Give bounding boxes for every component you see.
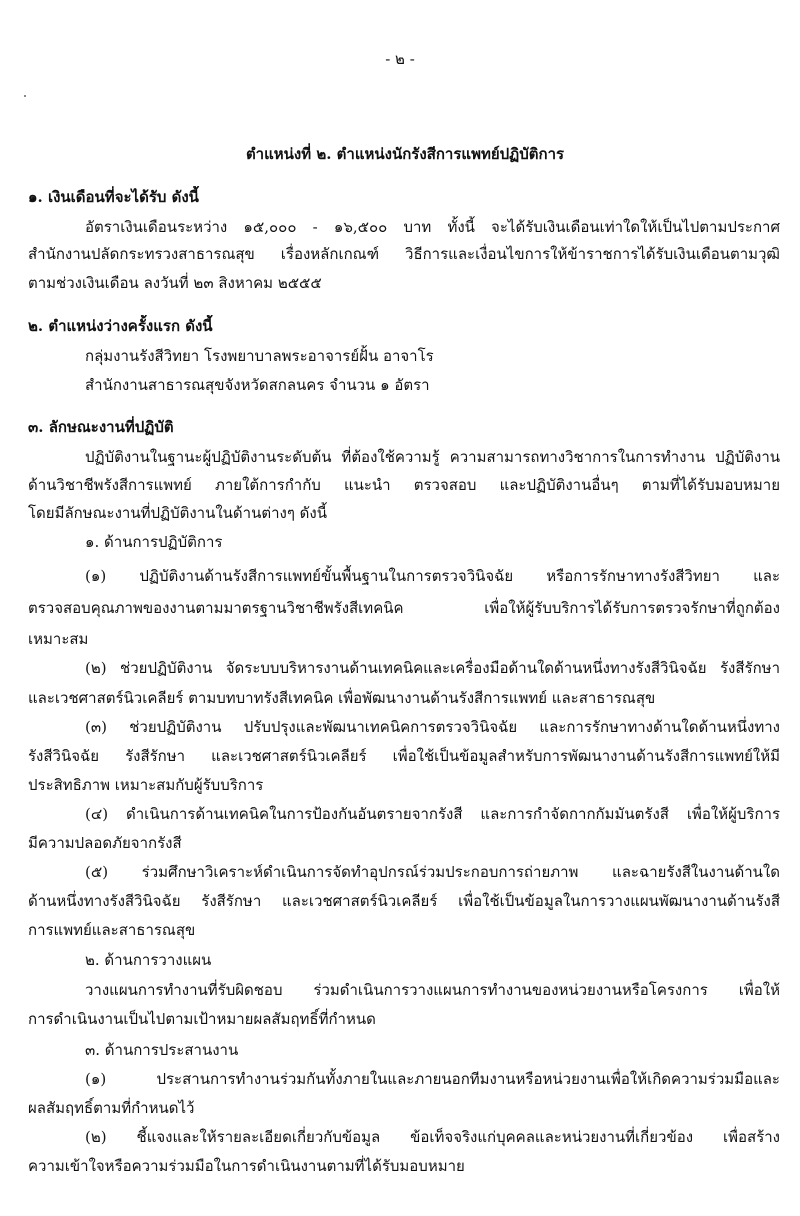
document-title: ตำแหน่งที่ ๒. ตำแหน่งนักรังสีการแพทย์ปฏิบัติการ bbox=[245, 145, 565, 163]
list-item-line: (๑) ประสานการทำงานร่วมกันทั้งภายในและภายนอกทีมงานหรือหน่วยงานเพื่อให้เกิดความร่วมมือและ bbox=[85, 1070, 780, 1088]
list-item-line: (๕) ร่วมศึกษาวิเคราะห์ดำเนินการจัดทำอุปกรณ์ร่วมประกอบการถ่ายภาพ และฉายรังสีในงานด้านใด bbox=[85, 863, 780, 881]
section-text-line: โดยมีลักษณะงานที่ปฏิบัติงานในด้านต่างๆ ดังนี้ bbox=[28, 504, 327, 522]
section-text-line: สำนักงานปลัดกระทรวงสาธารณสุข เรื่องหลักเกณฑ์ วิธีการและเงื่อนไขการให้ข้าราชการได้รับเงินเดือนตามวุฒิ bbox=[28, 245, 780, 263]
list-item-line: ด้านหนึ่งทางรังสีวินิจฉัย รังสีรักษา และเวชศาสตร์นิวเคลียร์ เพื่อใช้เป็นข้อมูลในการวางแผนพัฒนางานด้านรังสี bbox=[28, 892, 780, 910]
list-item-line: มีความปลอดภัยจากรังสี bbox=[28, 834, 182, 852]
list-item-line: (๔) ดำเนินการด้านเทคนิคในการป้องกันอันตรายจากรังสี และการกำจัดกากกัมมันตรังสี เพื่อให้ผู้บริการ bbox=[85, 805, 780, 823]
margin-mark bbox=[24, 95, 26, 97]
section-text-line: ตามช่วงเงินเดือน ลงวันที่ ๒๓ สิงหาคม ๒๕๕๕ bbox=[28, 274, 322, 292]
page-number: - ๒ - bbox=[385, 50, 415, 68]
subsection-heading-planning: ๒. ด้านการวางแผน bbox=[85, 951, 212, 969]
list-item-line: และเวชศาสตร์นิวเคลียร์ ตามบทบาทรังสีเทคนิค เพื่อพัฒนางานด้านรังสีการแพทย์ และสาธารณสุข bbox=[28, 689, 656, 707]
list-item-line: ความเข้าใจหรือความร่วมมือในการดำเนินงานตามที่ได้รับมอบหมาย bbox=[28, 1157, 465, 1175]
list-item-line: การแพทย์และสาธารณสุข bbox=[28, 921, 196, 939]
section-text-line: อัตราเงินเดือนระหว่าง ๑๕,๐๐๐ - ๑๖,๕๐๐ บาท ทั้งนี้ จะได้รับเงินเดือนเท่าใดให้เป็นไปตามประกาศ bbox=[85, 218, 780, 236]
list-item-line: (๑) ปฏิบัติงานด้านรังสีการแพทย์ขั้นพื้นฐานในการตรวจวินิจฉัย หรือการรักษาทางรังสีวิทยา และ bbox=[85, 567, 780, 585]
section-text-line: สำนักงานสาธารณสุขจังหวัดสกลนคร จำนวน ๑ อัตรา bbox=[85, 376, 430, 394]
list-item-line: ตรวจสอบคุณภาพของงานตามมาตรฐานวิชาชีพรังสีเทคนิค เพื่อให้ผู้รับบริการได้รับการตรวจรักษาที่ถูกต้อง bbox=[28, 599, 780, 617]
section-text-line: ปฏิบัติงานในฐานะผู้ปฏิบัติงานระดับต้น ที่ต้องใช้ความรู้ ความสามารถทางวิชาการในการทำงาน ปฏิบัติงาน bbox=[85, 448, 780, 466]
section-heading-duties: ๓. ลักษณะงานที่ปฏิบัติ bbox=[28, 418, 174, 436]
section-text-line: ด้านวิชาชีพรังสีการแพทย์ ภายใต้การกำกับ แนะนำ ตรวจสอบ และปฏิบัติงานอื่นๆ ตามที่ได้รับมอบหมาย bbox=[28, 476, 780, 494]
list-item-line: เหมาะสม bbox=[28, 630, 89, 648]
list-item-line: (๒) ชี้แจงและให้รายละเอียดเกี่ยวกับข้อมูล ข้อเท็จจริงแก่บุคคลและหน่วยงานที่เกี่ยวข้อง เพื่อสร้าง bbox=[85, 1128, 780, 1146]
section-text-line: กลุ่มงานรังสีวิทยา โรงพยาบาลพระอาจารย์ฝั้น อาจาโร bbox=[85, 347, 434, 365]
list-item-line: รังสีวินิจฉัย รังสีรักษา และเวชศาสตร์นิวเคลียร์ เพื่อใช้เป็นข้อมูลสำหรับการพัฒนางานด้านรังสีการแพทย์ให้มี bbox=[28, 747, 780, 765]
section-text-line: การดำเนินงานเป็นไปตามเป้าหมายผลสัมฤทธิ์ที่กำหนด bbox=[28, 1010, 376, 1028]
list-item-line: ประสิทธิภาพ เหมาะสมกับผู้รับบริการ bbox=[28, 776, 264, 794]
subsection-heading-operations: ๑. ด้านการปฏิบัติการ bbox=[85, 533, 223, 551]
section-heading-vacancy: ๒. ตำแหน่งว่างครั้งแรก ดังนี้ bbox=[28, 317, 213, 335]
list-item-line: ผลสัมฤทธิ์ตามที่กำหนดไว้ bbox=[28, 1099, 195, 1117]
section-text-line: วางแผนการทำงานที่รับผิดชอบ ร่วมดำเนินการวางแผนการทำงานของหน่วยงานหรือโครงการ เพื่อให้ bbox=[85, 981, 780, 999]
subsection-heading-coordination: ๓. ด้านการประสานงาน bbox=[85, 1041, 239, 1059]
list-item-line: (๒) ช่วยปฏิบัติงาน จัดระบบบริหารงานด้านเทคนิคและเครื่องมือด้านใดด้านหนึ่งทางรังสีวินิจฉัย รังสีรักษา bbox=[85, 659, 780, 677]
list-item-line: (๓) ช่วยปฏิบัติงาน ปรับปรุงและพัฒนาเทคนิคการตรวจวินิจฉัย และการรักษาทางด้านใดด้านหนึ่งทาง bbox=[85, 718, 780, 736]
section-heading-salary: ๑. เงินเดือนที่จะได้รับ ดังนี้ bbox=[28, 188, 199, 206]
